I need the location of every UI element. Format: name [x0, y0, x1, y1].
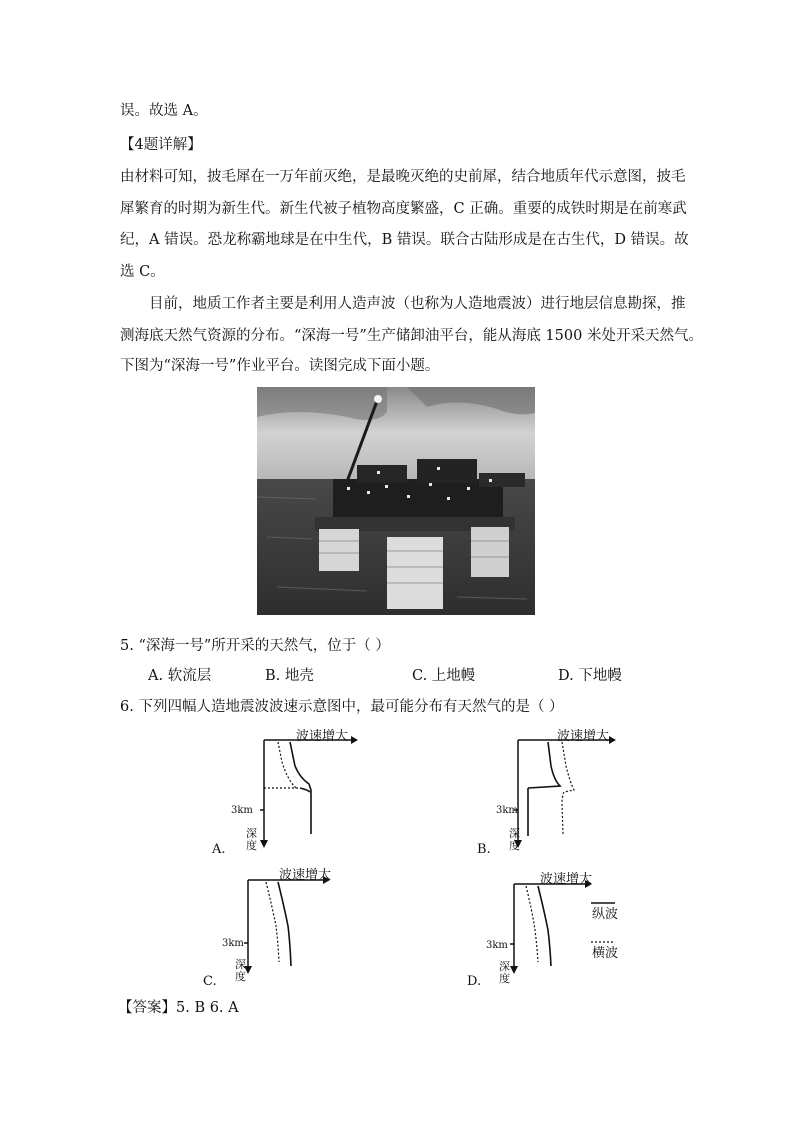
material-paragraph-line-3: 下图为“深海一号”作业平台。读图完成下面小题。 [120, 358, 440, 374]
graph-a-depth-label: 深度 [246, 827, 257, 852]
graph-b-depth-label: 深度 [509, 827, 520, 852]
q5-option-b: B. 地壳 [265, 668, 314, 684]
q5-option-c: C. 上地幔 [412, 668, 476, 684]
graph-b-panel-label: B. [477, 842, 491, 857]
text-line-1: 误。故选 A。 [120, 103, 208, 119]
graph-c-panel-label: C. [203, 974, 217, 989]
material-paragraph-line-1: 目前，地质工作者主要是利用人造声波（也称为人造地震波）进行地层信息勘探，推 [149, 296, 686, 312]
material-paragraph-line-2: 测海底天然气资源的分布。“深海一号”生产储卸油平台，能从海底 1500 米处开采天然气。 [120, 328, 703, 344]
graph-a-speed-label: 波速增大 [296, 729, 349, 744]
graph-c-depth-mark: 3km [222, 938, 244, 949]
graph-d-depth-mark: 3km [486, 940, 508, 951]
section-heading-q4: 【4题详解】 [120, 137, 202, 153]
q5-option-a: A. 软流层 [148, 668, 212, 684]
platform-photo [257, 387, 535, 615]
question-6-stem: 6. 下列四幅人造地震波波速示意图中，最可能分布有天然气的是（ ） [120, 699, 564, 715]
graph-a-depth-mark: 3km [231, 805, 253, 816]
graph-b-speed-label: 波速增大 [557, 729, 610, 744]
wave-graph-b [478, 726, 648, 856]
wave-graph-c [212, 866, 352, 986]
question-5-stem: 5. “深海一号”所开采的天然气，位于（ ） [120, 638, 390, 654]
graph-d-depth-label: 深度 [499, 960, 510, 985]
graph-b-depth-mark: 3km [496, 805, 518, 816]
text-line-3: 由材料可知，披毛犀在一万年前灭绝，是最晚灭绝的史前犀，结合地质年代示意图，披毛 [120, 169, 686, 185]
graph-d-speed-label: 波速增大 [540, 872, 593, 887]
legend-solid-label: 纵波 [592, 907, 619, 922]
graph-c-depth-label: 深度 [235, 958, 246, 983]
text-line-5: 纪，A 错误。恐龙称霸地球是在中生代，B 错误。联合古陆形成是在古生代，D 错误。故 [120, 232, 689, 248]
legend-dotted-label: 横波 [592, 946, 619, 961]
text-line-4: 犀繁育的时期为新生代。新生代被子植物高度繁盛，C 正确。重要的成铁时期是在前寒武 [120, 201, 687, 217]
wave-graph-a [208, 726, 378, 856]
text-line-6: 选 C。 [120, 264, 165, 280]
q5-option-d: D. 下地幔 [558, 668, 622, 684]
graph-a-panel-label: A. [212, 842, 226, 857]
graph-c-speed-label: 波速增大 [279, 868, 332, 883]
graph-d-panel-label: D. [467, 974, 482, 989]
answer-line: 【答案】5. B 6. A [118, 1000, 239, 1016]
